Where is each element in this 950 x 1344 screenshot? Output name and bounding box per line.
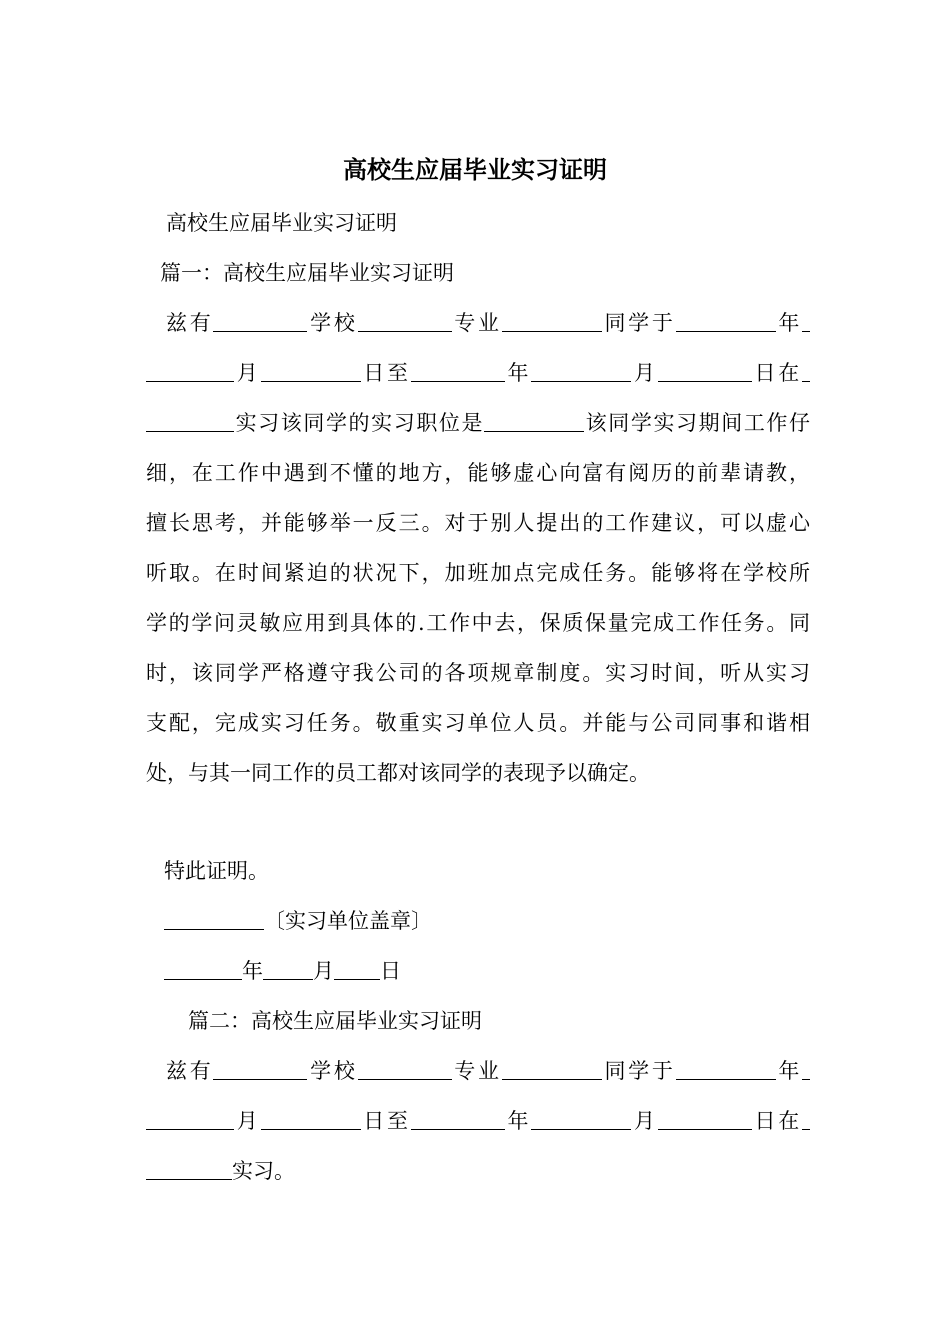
blank-field[interactable]: [146, 409, 234, 432]
body-line-last: 处，与其一同工作的员工都对该同学的表现予以确定。: [146, 761, 650, 785]
part1-heading: 篇一：高校生应届毕业实习证明: [160, 261, 454, 285]
blank-field[interactable]: [164, 907, 264, 930]
blank-field[interactable]: [802, 359, 810, 382]
body-line: 支配，完成实习任务。敬重实习单位人员。并能与公司同事和谐相: [146, 711, 810, 735]
part1-fill-line-1: 兹有 学校 专业 同学于 年: [166, 308, 810, 338]
blank-field[interactable]: [261, 1107, 361, 1130]
body-line: 听取。在时间紧迫的状况下，加班加点完成任务。能够将在学校所: [146, 561, 810, 585]
seal-label: 〔实习单位盖章〕: [264, 909, 432, 933]
body-line: 细，在工作中遇到不懂的地方，能够虚心向富有阅历的前辈请教，: [146, 461, 810, 485]
body-line: 擅长思考，并能够举一反三。对于别人提出的工作建议，可以虚心: [146, 511, 810, 535]
blank-field[interactable]: [531, 1107, 631, 1130]
blank-field[interactable]: [411, 1107, 505, 1130]
blank-field[interactable]: [146, 359, 234, 382]
blank-field[interactable]: [164, 957, 242, 980]
blank-field[interactable]: [263, 957, 313, 980]
blank-field[interactable]: [502, 309, 602, 332]
blank-field[interactable]: [484, 409, 584, 432]
blank-field[interactable]: [531, 359, 631, 382]
blank-field[interactable]: [334, 957, 380, 980]
part2-fill-line-3: 实习。: [146, 1156, 810, 1186]
blank-field[interactable]: [358, 1057, 452, 1080]
blank-field[interactable]: [146, 1157, 232, 1180]
document-title: 高校生应届毕业实习证明: [343, 155, 607, 184]
blank-field[interactable]: [411, 359, 505, 382]
certify-text: 特此证明。: [164, 859, 269, 883]
blank-field[interactable]: [802, 309, 810, 332]
part2-fill-line-1: 兹有 学校 专业 同学于 年: [166, 1056, 810, 1086]
blank-field[interactable]: [802, 1057, 810, 1080]
blank-field[interactable]: [658, 1107, 752, 1130]
part2-heading: 篇二：高校生应届毕业实习证明: [188, 1009, 482, 1033]
seal-line: [164, 906, 828, 936]
blank-field[interactable]: [676, 1057, 776, 1080]
document-subtitle: 高校生应届毕业实习证明: [166, 211, 397, 235]
part1-fill-line-2: 月 日至 年 月 日在: [146, 358, 810, 388]
blank-field[interactable]: [213, 309, 307, 332]
blank-field[interactable]: [502, 1057, 602, 1080]
blank-field[interactable]: [261, 359, 361, 382]
blank-field[interactable]: [146, 1107, 234, 1130]
blank-field[interactable]: [676, 309, 776, 332]
blank-field[interactable]: [358, 309, 452, 332]
blank-field[interactable]: [658, 359, 752, 382]
part2-fill-line-2: 月 日至 年 月 日在: [146, 1106, 810, 1136]
body-line: 时，该同学严格遵守我公司的各项规章制度。实习时间，听从实习: [146, 661, 810, 685]
blank-field[interactable]: [802, 1107, 810, 1130]
date-line: 年 月 日: [164, 956, 828, 986]
body-line: 学的学问灵敏应用到具体的.工作中去，保质保量完成工作任务。同: [146, 611, 810, 635]
part1-fill-line-3: 实习该同学的实习职位是 该同学实习期间工作仔: [146, 408, 810, 438]
blank-field[interactable]: [213, 1057, 307, 1080]
